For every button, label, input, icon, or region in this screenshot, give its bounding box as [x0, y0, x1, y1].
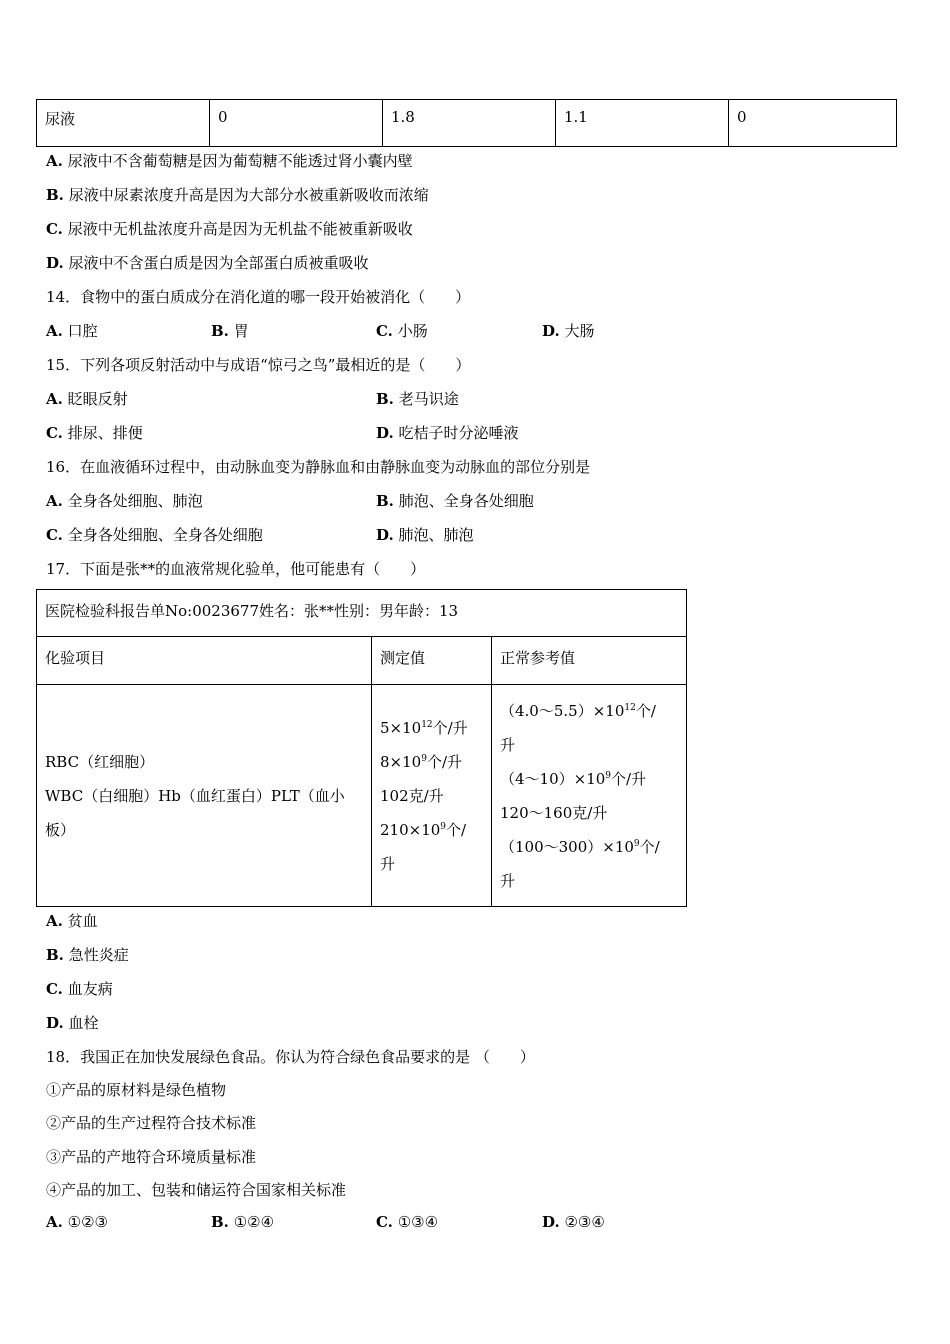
urine-table	[36, 99, 897, 147]
q16-option-c: C. 全身各处细胞、全身各处细胞	[46, 526, 263, 544]
measured-plt-unit: 升	[380, 854, 396, 873]
reference-wbc: $(4\sim 10)\times 10^9$个/升	[500, 769, 647, 788]
measured-hb: 102克/升	[380, 786, 444, 805]
q16-stem: 16．在血液循环过程中，由动脉血变为静脉血和由静脉血变为动脉血的部位分别是	[46, 458, 591, 476]
q15-option-a: A. 眨眼反射	[46, 390, 128, 408]
reference-hb: 120～160克/升	[500, 803, 608, 822]
q13-option-a: A. 尿液中不含葡萄糖是因为葡萄糖不能透过肾小囊内壁	[46, 152, 413, 170]
q14-stem: 14．食物中的蛋白质成分在消化道的哪一段开始被消化（ ）	[46, 288, 471, 306]
blood-report-table	[36, 589, 687, 907]
reference-plt: $(100\sim 300)\times 10^9$个/	[500, 837, 660, 856]
q18-option-c: C. ①③④	[376, 1213, 439, 1231]
urine-cell-4: 0	[729, 100, 897, 147]
measured-wbc: $8\times 10^9$个/升	[380, 752, 462, 771]
q17-option-d: D. 血栓	[46, 1014, 99, 1032]
q15-option-c: C. 排尿、排便	[46, 424, 143, 442]
q13-option-c: C. 尿液中无机盐浓度升高是因为无机盐不能被重新吸收	[46, 220, 413, 238]
report-header: 医院检验科报告单No:0023677姓名：张**性别：男年龄：13	[37, 590, 687, 637]
q13-option-b: B. 尿液中尿素浓度升高是因为大部分水被重新吸收而浓缩	[46, 186, 429, 204]
q18-option-a: A. ①②③	[46, 1213, 108, 1231]
q14-option-b: B. 胃	[211, 322, 249, 340]
q14-option-c: C. 小肠	[376, 322, 428, 340]
urine-cell-label: 尿液	[37, 100, 210, 147]
reference-plt-unit: 升	[500, 871, 516, 890]
q18-option-d: D. ②③④	[542, 1213, 605, 1231]
q18-option-b: B. ①②④	[211, 1213, 275, 1231]
q14-option-d: D. 大肠	[542, 322, 595, 340]
measured-plt: $210\times 10^9$个/	[380, 820, 467, 839]
reference-cell	[492, 685, 687, 907]
q17-option-a: A. 贫血	[46, 912, 98, 930]
q18-stem: 18．我国正在加快发展绿色食品。你认为符合绿色食品要求的是 （ ）	[46, 1048, 535, 1066]
reference-rbc: $(4.0\sim 5.5)\times 10^{12}$个/	[500, 701, 656, 720]
q17-stem: 17．下面是张**的血液常规化验单，他可能患有（ ）	[46, 560, 426, 578]
measured-cell	[372, 685, 492, 907]
urine-cell-3: 1.1	[556, 100, 729, 147]
q18-statement-2: ②产品的生产过程符合技术标准	[46, 1114, 257, 1132]
q16-option-b: B. 肺泡、全身各处细胞	[376, 492, 534, 510]
q18-statement-3: ③产品的产地符合环境质量标准	[46, 1148, 257, 1166]
q16-option-a: A. 全身各处细胞、肺泡	[46, 492, 203, 510]
q15-option-b: B. 老马识途	[376, 390, 459, 408]
q17-option-c: C. 血友病	[46, 980, 113, 998]
q18-statement-4: ④产品的加工、包装和储运符合国家相关标准	[46, 1181, 347, 1199]
col-header-reference: 正常参考值	[492, 637, 687, 685]
urine-cell-2: 1.8	[383, 100, 556, 147]
q18-statement-1: ①产品的原材料是绿色植物	[46, 1081, 227, 1099]
q16-option-d: D. 肺泡、肺泡	[376, 526, 474, 544]
q14-option-a: A. 口腔	[46, 322, 98, 340]
reference-rbc-unit: 升	[500, 735, 516, 754]
q13-option-d: D. 尿液中不含蛋白质是因为全部蛋白质被重吸收	[46, 254, 369, 272]
urine-cell-1: 0	[210, 100, 383, 147]
measured-rbc: $5\times 10^{12}$个/升	[380, 718, 468, 737]
col-header-measured: 测定值	[372, 637, 492, 685]
col-header-item: 化验项目	[37, 637, 372, 685]
q15-stem: 15．下列各项反射活动中与成语“惊弓之鸟”最相近的是（ ）	[46, 356, 471, 374]
q15-option-d: D. 吃桔子时分泌唾液	[376, 424, 519, 442]
q17-option-b: B. 急性炎症	[46, 946, 129, 964]
items-cell: RBC（红细胞） WBC（白细胞）Hb（血红蛋白）PLT（血小 板）	[37, 685, 372, 907]
